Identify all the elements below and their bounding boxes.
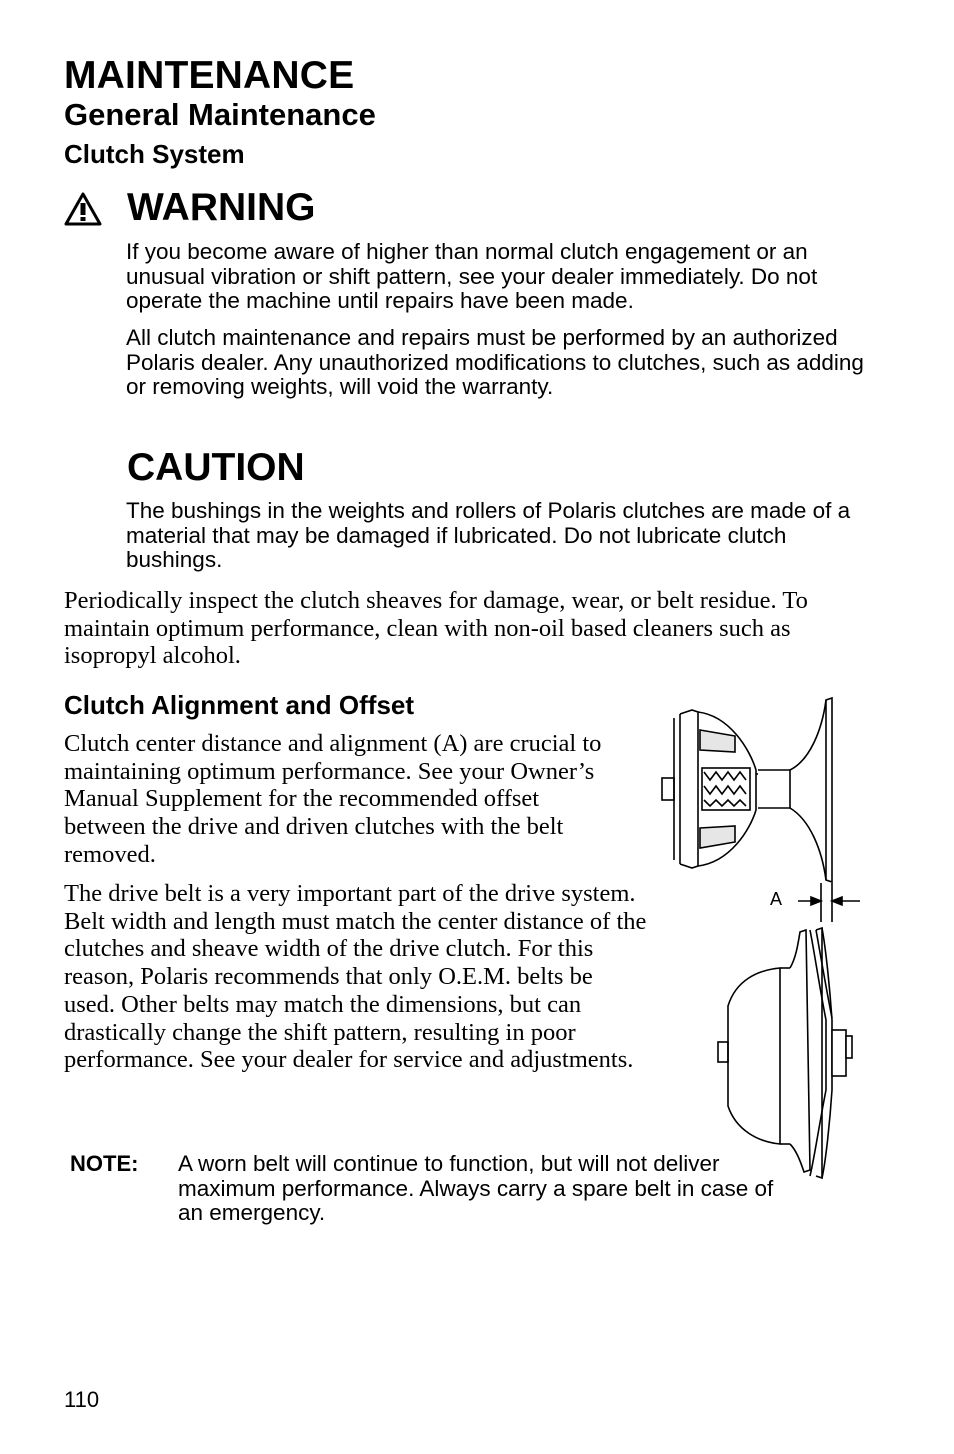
topic-title: Clutch System bbox=[64, 139, 245, 169]
dimension-a-label: A bbox=[770, 889, 783, 909]
warning-paragraph-1: If you become aware of higher than normal clutch engagement or an unusual vibration or shift pattern, see your dealer immediately. Do not operate the machine until repairs have been made. bbox=[126, 239, 818, 313]
driven-clutch-drawing bbox=[718, 928, 852, 1178]
subsection-title: General Maintenance bbox=[64, 97, 376, 132]
warning-heading: WARNING bbox=[127, 186, 316, 229]
page-number: 110 bbox=[64, 1387, 100, 1412]
drive-clutch-drawing bbox=[662, 698, 832, 882]
clutch-alignment-diagram bbox=[640, 690, 880, 1190]
note-text: A worn belt will continue to function, but will not deliver maximum performance. Always carry a spare belt in case of an emergency. bbox=[178, 1151, 774, 1225]
caution-paragraph: The bushings in the weights and rollers of Polaris clutches are made of a material that may be damaged if lubricated. Do not lubricate clutch bushings. bbox=[126, 498, 851, 572]
warning-triangle-icon bbox=[64, 192, 102, 226]
alignment-paragraph: Clutch center distance and alignment (A) are crucial to maintaining optimum performance. See your Owner’s Manual Supplement for the recommended offset between the drive and driven clutches with the belt removed. bbox=[64, 730, 602, 868]
belt-paragraph: The drive belt is a very important part of the drive system. Belt width and length must match the center distance of the clutches and sheave width of the drive clutch. For this reason, Polaris recommends that only O.E.M. belts be used. Other belts may match the dimensions, but can drastically change the shift pattern, resulting in poor performance. See your dealer for service and adjustments. bbox=[64, 880, 647, 1074]
inspect-paragraph: Periodically inspect the clutch sheaves for damage, wear, or belt residue. To maintain optimum performance, clean with non-oil based cleaners such as isopropyl alcohol. bbox=[64, 587, 808, 670]
alignment-heading: Clutch Alignment and Offset bbox=[64, 690, 415, 720]
note-label: NOTE: bbox=[70, 1151, 139, 1176]
offset-dimension-a bbox=[798, 883, 860, 922]
caution-heading: CAUTION bbox=[127, 446, 305, 489]
warning-paragraph-2: All clutch maintenance and repairs must be performed by an authorized Polaris dealer. Any unauthorized modifications to clutches, such as adding or removing weights, will void the warranty. bbox=[126, 325, 864, 399]
section-title: MAINTENANCE bbox=[64, 54, 355, 97]
